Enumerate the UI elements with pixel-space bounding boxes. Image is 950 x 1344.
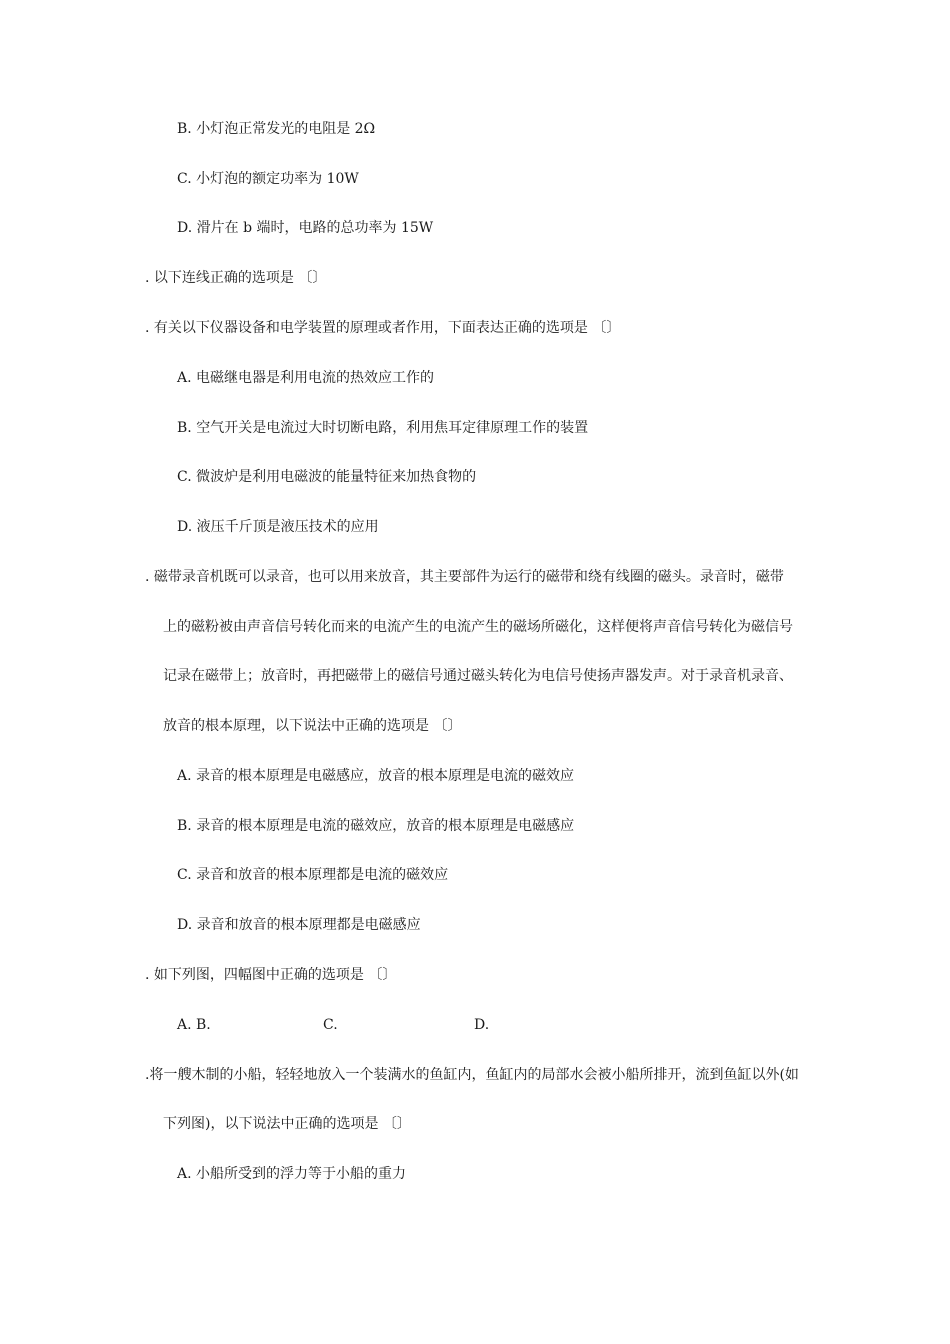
question-tape-recorder-line2: 上的磁粉被由声音信号转化而来的电流产生的电流产生的磁场所磁化，这样便将声音信号转化为磁信号 (163, 619, 793, 635)
option-d-total-power: D. 滑片在 b 端时，电路的总功率为 15W (177, 220, 434, 236)
question-instruments: . 有关以下仪器设备和电学装置的原理或者作用，下面表达正确的选项是 〔〕 (145, 320, 621, 336)
figure-options-row (0, 1015, 950, 1035)
option-c-rated-power: C. 小灯泡的额定功率为 10W (177, 171, 359, 187)
question-tape-recorder-line4: 放音的根本原理，以下说法中正确的选项是 〔〕 (163, 718, 462, 734)
question-tape-recorder: . 磁带录音机既可以录音，也可以用来放音，其主要部件为运行的磁带和绕有线圈的磁头。录音时，磁带 (145, 569, 784, 585)
option-a-relay: A. 电磁继电器是利用电流的热效应工作的 (177, 370, 435, 386)
option-c-microwave: C. 微波炉是利用电磁波的能量特征来加热食物的 (177, 469, 477, 485)
question-boat: .将一艘木制的小船，轻轻地放入一个装满水的鱼缸内，鱼缸内的局部水会被小船所排开，流到鱼缸以外(如 (145, 1067, 799, 1083)
question-tape-recorder-line3: 记录在磁带上；放音时，再把磁带上的磁信号通过磁头转化为电信号使扬声器发声。对于录音机录音、 (163, 668, 793, 684)
option-d-hydraulic-jack: D. 液压千斤顶是液压技术的应用 (177, 519, 379, 535)
option-b-recording: B. 录音的根本原理是电流的磁效应，放音的根本原理是电磁感应 (177, 818, 575, 834)
question-wiring: . 以下连线正确的选项是 〔〕 (145, 270, 327, 286)
option-b-air-switch: B. 空气开关是电流过大时切断电路，利用焦耳定律原理工作的装置 (177, 420, 589, 436)
question-four-figures: . 如下列图，四幅图中正确的选项是 〔〕 (145, 967, 397, 983)
option-a-buoyancy: A. 小船所受到的浮力等于小船的重力 (177, 1166, 407, 1182)
option-c-recording: C. 录音和放音的根本原理都是电流的磁效应 (177, 867, 449, 883)
figure-option-a-b: A. B. (177, 1017, 211, 1033)
option-d-recording: D. 录音和放音的根本原理都是电磁感应 (177, 917, 421, 933)
figure-option-c: C. (323, 1017, 338, 1033)
figure-option-d: D. (474, 1017, 490, 1033)
option-a-recording: A. 录音的根本原理是电磁感应，放音的根本原理是电流的磁效应 (177, 768, 575, 784)
option-b-bulb-resistance: B. 小灯泡正常发光的电阻是 2Ω (177, 121, 376, 137)
question-boat-line2: 下列图)，以下说法中正确的选项是 〔〕 (163, 1116, 411, 1132)
